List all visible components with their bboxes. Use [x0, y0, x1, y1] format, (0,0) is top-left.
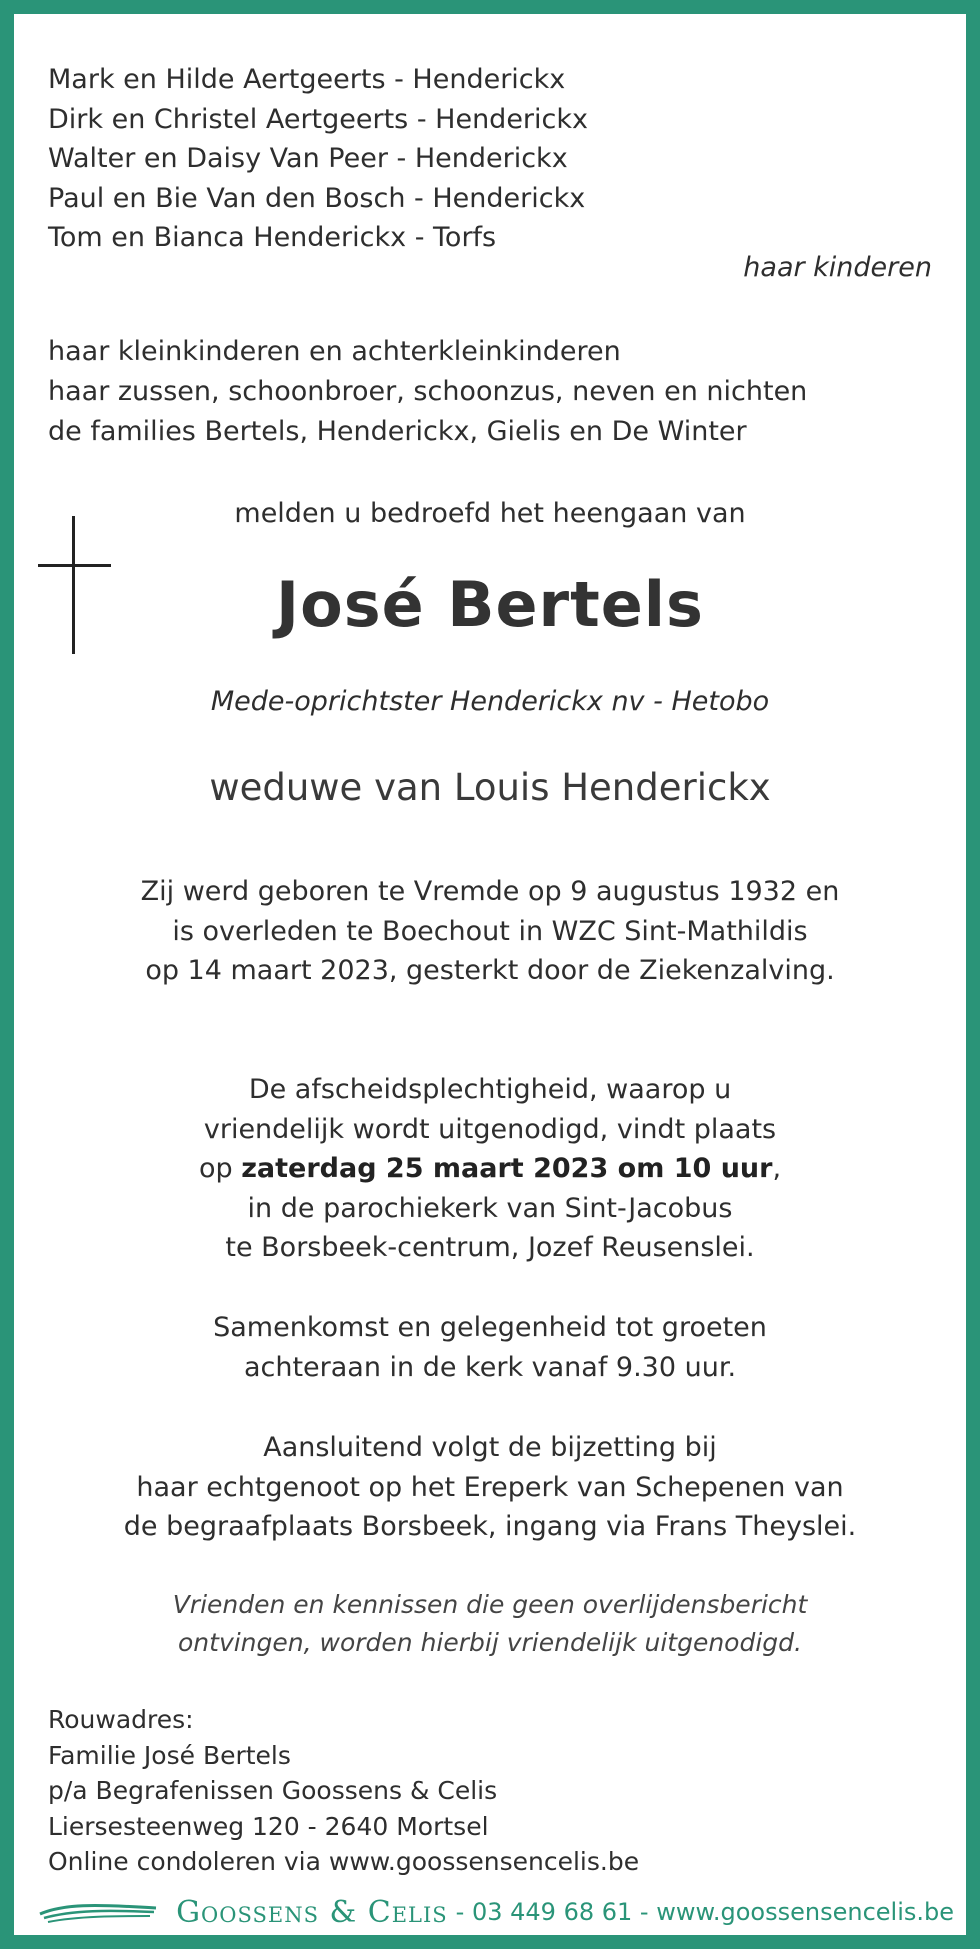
funeral-home-contact: - 03 449 68 61 - www.goossensencelis.be	[455, 1898, 954, 1926]
birth-line: Zij werd geboren te Vremde op 9 augustus 1932 en	[140, 876, 840, 907]
address-line: Liersesteenweg 120 - 2640 Mortsel	[48, 1811, 489, 1841]
ceremony-date: zaterdag 25 maart 2023 om 10 uur	[241, 1153, 773, 1184]
obituary-card	[14, 14, 966, 1935]
birth-line: is overleden te Boechout in WZC Sint-Mathildis	[172, 915, 808, 947]
ceremony-line: De afscheidsplechtigheid, waarop u	[248, 1074, 732, 1105]
child-line: Dirk en Christel Aertgeerts - Henderickx	[48, 103, 588, 135]
child-line: Mark en Hilde Aertgeerts - Henderickx	[48, 64, 566, 95]
invitation-note	[14, 1586, 966, 1662]
relatives-line: de families Bertels, Henderickx, Gielis en De Winter	[48, 416, 747, 447]
burial-line: Aansluitend volgt de bijzetting bij	[263, 1432, 717, 1463]
deceased-function: Mede-oprichtster Henderickx nv - Hetobo	[210, 686, 770, 717]
ceremony-date-line	[14, 1149, 966, 1189]
deceased-name: José Bertels	[276, 568, 704, 641]
gathering-info	[14, 1308, 966, 1387]
ceremony-suffix: ,	[772, 1153, 782, 1184]
relatives-line: haar kleinkinderen en achterkleinkinderen	[48, 336, 621, 367]
announcement-intro: melden u bedroefd het heengaan van	[234, 498, 746, 529]
ceremony-line: te Borsbeek-centrum, Jozef Reusenslei.	[225, 1232, 755, 1263]
other-relatives	[48, 332, 807, 452]
address-line: Rouwadres:	[48, 1705, 194, 1734]
funeral-home-brand: Goossens & Celis	[176, 1894, 448, 1930]
ceremony-line: in de parochiekerk van Sint-Jacobus	[247, 1192, 733, 1224]
address-line: Online condoleren via www.goossensencelis.be	[48, 1847, 640, 1876]
children-label: haar kinderen	[743, 252, 932, 283]
child-line: Walter en Daisy Van Peer - Henderickx	[48, 143, 568, 174]
birth-line: op 14 maart 2023, gesterkt door de Ziekenzalving.	[145, 955, 835, 986]
wave-logo-icon	[38, 1898, 158, 1926]
ceremony-prefix: op	[198, 1153, 242, 1184]
gathering-line: achteraan in de kerk vanaf 9.30 uur.	[243, 1351, 737, 1383]
invitation-line: Vrienden en kennissen die geen overlijdensbericht	[172, 1590, 808, 1619]
ceremony-info	[14, 1070, 966, 1268]
address-line: Familie José Bertels	[48, 1740, 291, 1770]
birth-death-info	[14, 872, 966, 991]
funeral-home-footer	[38, 1892, 954, 1932]
cross-icon-bar	[38, 564, 111, 567]
burial-line: de begraafplaats Borsbeek, ingang via Frans Theyslei.	[123, 1511, 857, 1542]
children-list	[48, 60, 588, 258]
burial-info	[14, 1428, 966, 1547]
child-line: Paul en Bie Van den Bosch - Henderickx	[48, 182, 586, 214]
ceremony-line: vriendelijk wordt uitgenodigd, vindt plaats	[203, 1113, 777, 1145]
burial-line: haar echtgenoot op het Ereperk van Schepenen van	[136, 1471, 844, 1503]
child-line: Tom en Bianca Henderickx - Torfs	[48, 222, 497, 253]
mourning-address	[48, 1702, 639, 1880]
widow-of: weduwe van Louis Henderickx	[209, 766, 771, 809]
invitation-line: ontvingen, worden hierbij vriendelijk uitgenodigd.	[178, 1628, 802, 1657]
relatives-line: haar zussen, schoonbroer, schoonzus, neven en nichten	[48, 376, 808, 407]
gathering-line: Samenkomst en gelegenheid tot groeten	[213, 1312, 767, 1343]
address-line: p/a Begrafenissen Goossens & Celis	[48, 1776, 498, 1805]
